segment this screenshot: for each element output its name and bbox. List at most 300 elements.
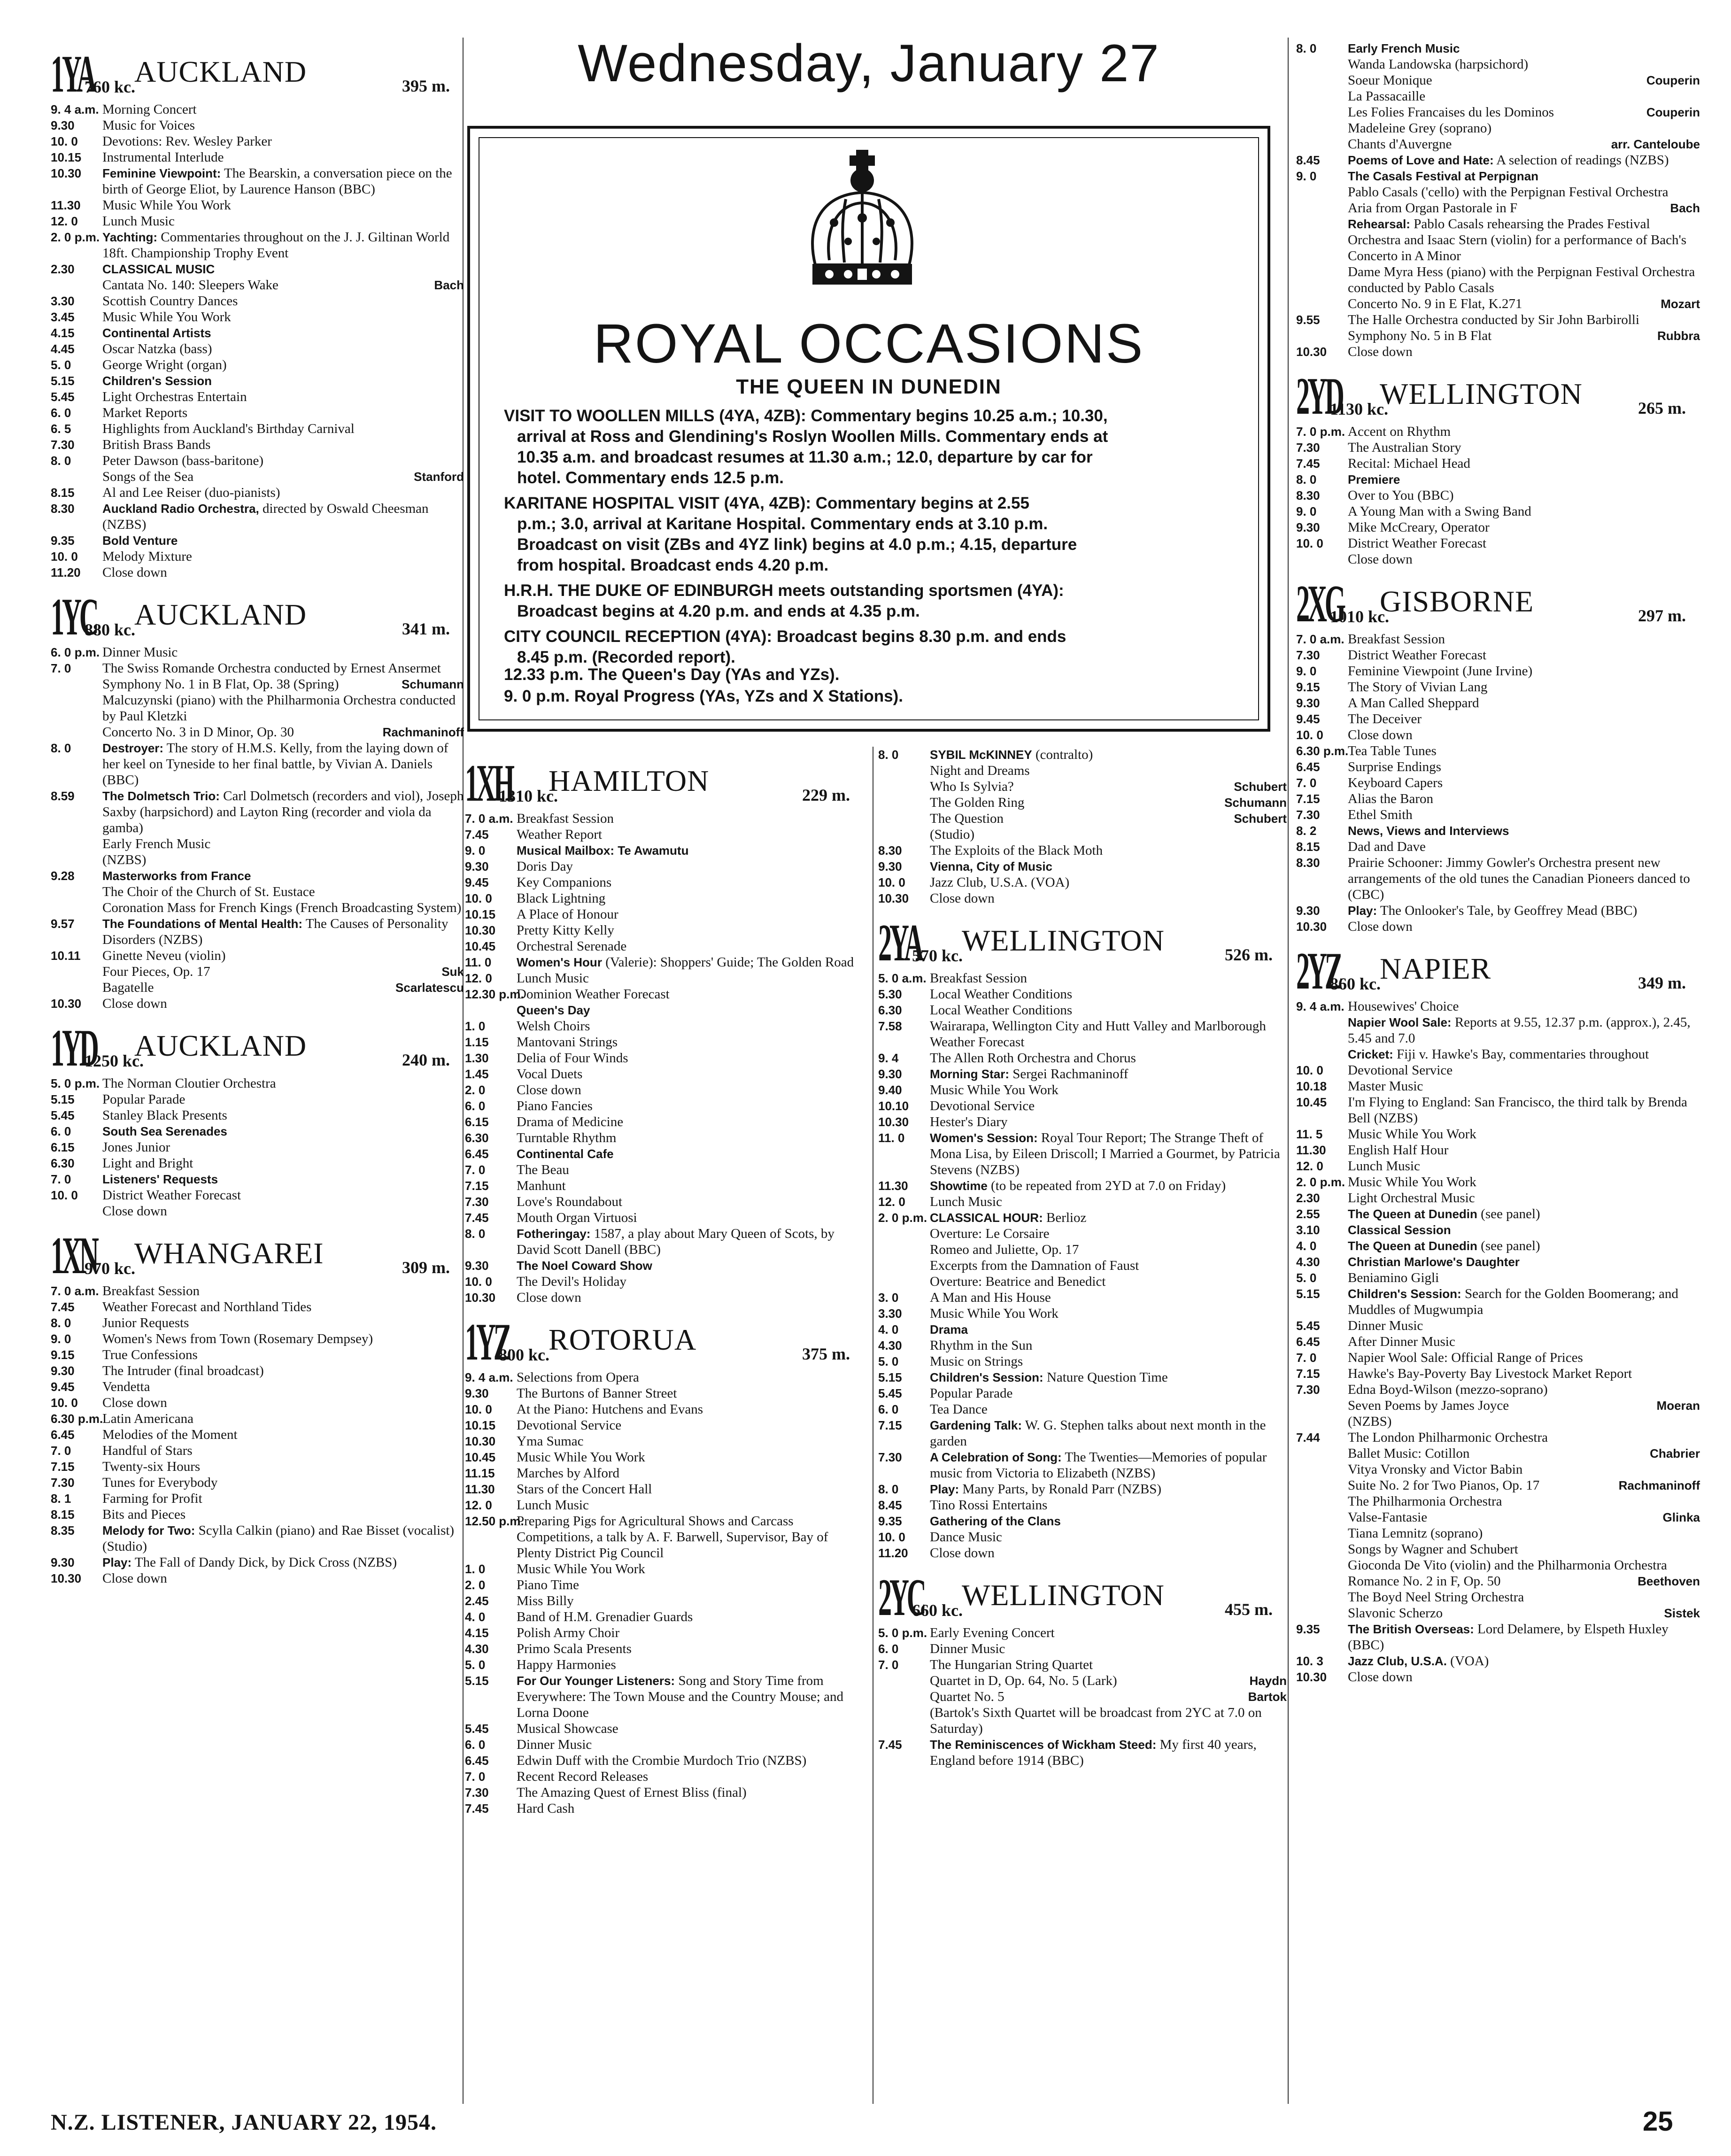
listing-row <box>1296 1366 1700 1382</box>
listing-programme: Dinner Music <box>102 645 178 660</box>
listing-row <box>465 1290 864 1306</box>
listing-row <box>878 1481 1287 1497</box>
listing-detail: Overture: Le Corsaire <box>930 1226 1050 1241</box>
listing-programme: Local Weather Conditions <box>930 987 1073 1002</box>
listing-heading: Poems of Love and Hate: <box>1348 153 1494 167</box>
listing-time: 9.45 <box>1296 712 1320 726</box>
listing-row <box>465 1609 864 1625</box>
listing-programme: Lunch Music <box>930 1194 1002 1209</box>
station-header <box>51 45 464 103</box>
listing-row <box>51 724 464 740</box>
listing-row <box>51 485 464 501</box>
listing-row <box>465 858 864 874</box>
listing-detail: (Bartok's Sixth Quartet will be broadcast from 2YC at 7.0 on Saturday) <box>930 1705 1262 1736</box>
listing-programme: Junior Requests <box>102 1315 189 1330</box>
listing-detail: Madeleine Grey (soprano) <box>1348 121 1491 136</box>
listing-programme: Fiji v. Hawke's Bay, commentaries throughout <box>1393 1047 1649 1062</box>
listing-row <box>51 1299 464 1315</box>
listing-programme: Dad and Dave <box>1348 839 1426 854</box>
listing-row <box>465 1274 864 1290</box>
listing-row <box>1296 855 1700 903</box>
listing-detail: Gioconda De Vito (violin) and the Philharmonia Orchestra <box>1348 1558 1667 1573</box>
listing-programme: A selection of readings (NZBS) <box>1493 153 1669 168</box>
listing-programme: Handful of Stars <box>102 1443 193 1458</box>
listing-row <box>465 1385 864 1401</box>
listing-time: 4.15 <box>465 1626 489 1640</box>
station-callsign: 1YA <box>51 45 94 103</box>
listing-programme: Housewives' Choice <box>1348 999 1459 1014</box>
listing-time: 6.30 <box>878 1003 902 1017</box>
listing-time: 2.30 <box>51 262 75 276</box>
listing-time: 6.30 p.m. <box>51 1412 103 1426</box>
panel-entry-line: 10.35 a.m. and broadcast resumes at 11.30 a.m.; 12.0, departure by car for <box>517 448 1093 466</box>
listing-heading: Fotheringay: <box>517 1227 591 1241</box>
listing-time: 9.15 <box>1296 680 1320 694</box>
listing-row <box>1296 1078 1700 1094</box>
listing-programme: Close down <box>1348 919 1413 934</box>
listing-detail: Quartet No. 5 <box>930 1689 1005 1704</box>
listing-row <box>465 874 864 890</box>
listing-row <box>1296 424 1700 440</box>
listing-programme: Popular Parade <box>930 1386 1013 1401</box>
listing-detail: Concerto No. 9 in E Flat, K.271 <box>1348 296 1522 311</box>
crown-icon <box>801 147 923 293</box>
listing-heading: For Our Younger Listeners: <box>517 1674 675 1688</box>
listing-heading: Premiere <box>1348 472 1400 487</box>
listing-time: 10.45 <box>465 1450 496 1464</box>
listing-row <box>878 1050 1287 1066</box>
listing-row <box>465 1417 864 1433</box>
listing-time: 8.15 <box>1296 840 1320 854</box>
listing-heading: Listeners' Requests <box>102 1172 218 1186</box>
listing-time: 11.30 <box>878 1179 908 1193</box>
listing-time: 10. 0 <box>1296 536 1323 550</box>
listing-time: 10.15 <box>465 1418 496 1432</box>
listing-row <box>878 1353 1287 1369</box>
listing-row <box>878 1689 1287 1705</box>
listing-detail: Ballet Music: Cotillon <box>1348 1446 1470 1461</box>
listing-row <box>465 1801 864 1816</box>
station-city: WELLINGTON <box>962 924 1165 957</box>
station-header <box>465 1313 864 1371</box>
listing-row <box>465 1577 864 1593</box>
listing-time: 9. 0 <box>465 843 486 858</box>
listing-programme: Peter Dawson (bass-baritone) <box>102 453 264 468</box>
listing-programme: Music While You Work <box>517 1450 645 1465</box>
listing-programme: Instrumental Interlude <box>102 150 224 165</box>
listing-time: 5.45 <box>465 1722 489 1736</box>
listing-row <box>1296 839 1700 855</box>
listing-detail: Excerpts from the Damnation of Faust <box>930 1258 1139 1273</box>
listing-programme: Close down <box>930 891 995 906</box>
listing-programme: Breakfast Session <box>102 1283 200 1298</box>
listing-row <box>1296 440 1700 456</box>
listing-row <box>51 1315 464 1331</box>
listing-time: 2. 0 p.m. <box>1296 1175 1345 1189</box>
listing-programme: English Half Hour <box>1348 1143 1449 1158</box>
listing-programme: Close down <box>102 1571 167 1586</box>
listing-heading: CLASSICAL HOUR: <box>930 1211 1043 1225</box>
listing-programme: Carl Dolmetsch (recorders and viol), Joseph Saxby (harpsichord) and Layton Ring (recorder and viola da gamba) <box>102 788 464 835</box>
listing-heading: Children's Session <box>102 374 212 388</box>
listing-heading: Women's Session: <box>930 1131 1038 1145</box>
listing-row <box>878 1018 1287 1050</box>
listing-row <box>878 1369 1287 1385</box>
panel-entry-line: VISIT TO WOOLLEN MILLS (4YA, 4ZB): Commentary begins 10.25 a.m.; 10.30, <box>504 407 1108 425</box>
listing-time: 10. 0 <box>51 549 78 564</box>
listing-row <box>1296 807 1700 823</box>
station-frequency: 1310 kc. <box>499 787 558 805</box>
listing-row <box>1296 200 1700 216</box>
listing-time: 8. 0 <box>1296 41 1317 55</box>
listing-detail: Who Is Sylvia? <box>930 779 1014 794</box>
listing-time: 9. 4 a.m. <box>51 102 99 116</box>
listing-row <box>1296 487 1700 503</box>
listing-row <box>51 1395 464 1411</box>
listing-programme: Stanley Black Presents <box>102 1108 227 1123</box>
listing-row <box>51 453 464 469</box>
listing-time: 11.30 <box>465 1482 495 1496</box>
listing-row <box>1296 663 1700 679</box>
listing-time: 8.45 <box>878 1498 902 1512</box>
listing-row <box>51 389 464 405</box>
listing-programme: The London Philharmonic Orchestra <box>1348 1430 1548 1445</box>
listing-programme: Lunch Music <box>517 971 589 986</box>
station-frequency: 880 kc. <box>85 620 135 639</box>
listing-composer: Sistek <box>1664 1606 1700 1620</box>
listing-row <box>1296 1126 1700 1142</box>
listing-programme: True Confessions <box>102 1347 198 1362</box>
listing-programme: The Beau <box>517 1162 569 1177</box>
panel-title: ROYAL OCCASIONS <box>593 313 1144 375</box>
listing-time: 7.30 <box>1296 648 1320 662</box>
listing-heading: Women's Hour <box>517 955 602 969</box>
listing-row <box>51 964 464 980</box>
listing-heading: The Queen at Dunedin <box>1348 1239 1477 1253</box>
listing-programme: Nature Question Time <box>1043 1370 1168 1385</box>
listing-programme: Drama of Medicine <box>517 1114 624 1129</box>
listing-programme: Marches by Alford <box>517 1466 620 1481</box>
listing-heading: The Noel Coward Show <box>517 1259 652 1273</box>
listing-row <box>1296 503 1700 519</box>
listing-row <box>878 827 1287 842</box>
listing-time: 3.10 <box>1296 1223 1320 1237</box>
listing-row <box>465 1513 864 1561</box>
listing-heading: South Sea Serenades <box>102 1124 227 1138</box>
panel-entry-line: CITY COUNCIL RECEPTION (4YA): Broadcast begins 8.30 p.m. and ends <box>504 627 1066 646</box>
listing-row <box>465 1226 864 1258</box>
listing-programme: The story of H.M.S. Kelly, from the laying down of her keel on Tyneside to her final battle, by Vivian A. Daniels (BBC) <box>102 741 448 788</box>
listing-time: 12. 0 <box>1296 1159 1323 1173</box>
listing-row <box>51 229 464 261</box>
listing-row <box>1296 647 1700 663</box>
listing-programme: Commentaries throughout on the J. J. Giltinan World 18ft. Championship Trophy Event <box>102 230 450 261</box>
listing-row <box>1296 535 1700 551</box>
station-city: HAMILTON <box>549 764 710 797</box>
station-header <box>51 1019 464 1077</box>
listing-row <box>465 1194 864 1210</box>
listing-heading: The British Overseas: <box>1348 1622 1474 1636</box>
listing-composer: Rubbra <box>1657 329 1700 343</box>
listing-programme: After Dinner Music <box>1348 1334 1455 1349</box>
listing-programme: Welsh Choirs <box>517 1019 590 1034</box>
listing-composer: Couperin <box>1646 73 1700 87</box>
listing-row <box>1296 88 1700 104</box>
listing-heading: Play: <box>930 1482 959 1496</box>
listing-time: 7.30 <box>1296 440 1320 455</box>
listing-time: 8.59 <box>51 789 75 803</box>
listing-time: 5.15 <box>51 1092 75 1106</box>
listing-time: 4.30 <box>1296 1255 1320 1269</box>
listing-programme: Dinner Music <box>930 1641 1005 1656</box>
listing-row <box>465 1433 864 1449</box>
listing-time: 3.45 <box>51 310 75 324</box>
listing-row <box>878 890 1287 906</box>
listing-time: 11. 5 <box>1296 1127 1323 1141</box>
listing-row <box>51 277 464 293</box>
listing-time: 9.30 <box>51 1555 75 1569</box>
listing-heading: Queen's Day <box>517 1003 590 1017</box>
listing-time: 7. 0 <box>51 1172 71 1186</box>
listing-time: 7.30 <box>1296 808 1320 822</box>
panel-entry <box>504 406 1239 488</box>
listing-row <box>1296 775 1700 791</box>
listing-time: 7. 0 <box>465 1770 486 1784</box>
listing-programme: The Devil's Holiday <box>517 1274 626 1289</box>
listing-row <box>878 1625 1287 1641</box>
listing-heading: Early French Music <box>1348 41 1460 55</box>
listing-programme: Tunes for Everybody <box>102 1475 218 1490</box>
listing-time: 6. 0 <box>51 1124 71 1138</box>
listing-programme: Vocal Duets <box>517 1066 583 1082</box>
listing-heading: Children's Session: <box>930 1370 1043 1384</box>
listing-row <box>51 149 464 165</box>
listing-row <box>51 1427 464 1443</box>
listing-time: 9.28 <box>51 869 75 883</box>
listing-programme: Dinner Music <box>1348 1318 1423 1333</box>
listing-programme: Stars of the Concert Hall <box>517 1482 652 1497</box>
panel-entry-line: KARITANE HOSPITAL VISIT (4YA, 4ZB): Commentary begins at 2.55 <box>504 494 1029 512</box>
listing-detail: Cantata No. 140: Sleepers Wake <box>102 278 278 293</box>
listing-row <box>51 373 464 389</box>
listing-time: 3.30 <box>878 1306 902 1321</box>
listing-row <box>51 1171 464 1187</box>
listing-detail: Malcuzynski (piano) with the Philharmonia Orchestra conducted by Paul Kletzki <box>102 693 456 724</box>
listing-row <box>1296 1222 1700 1238</box>
listing-time: 6. 5 <box>51 422 71 436</box>
listing-row <box>878 970 1287 986</box>
listing-row <box>1296 216 1700 264</box>
listing-row <box>465 954 864 970</box>
listing-row <box>1296 679 1700 695</box>
listing-heading: Play: <box>102 1555 132 1569</box>
listing-programme: Weather Forecast and Northland Tides <box>102 1299 312 1314</box>
listing-time: 10. 0 <box>878 875 905 889</box>
listing-row <box>51 261 464 277</box>
listing-time: 2. 0 <box>465 1083 486 1097</box>
listing-time: 11.20 <box>51 565 81 580</box>
listing-programme: Hard Cash <box>517 1801 575 1816</box>
listing-time: 5. 0 <box>1296 1271 1317 1285</box>
listing-row <box>51 1123 464 1139</box>
listing-programme: A Man and His House <box>930 1290 1051 1305</box>
listing-programme: A Man Called Sheppard <box>1348 695 1479 711</box>
station-city: WELLINGTON <box>962 1578 1165 1612</box>
listing-row <box>1296 998 1700 1014</box>
listing-row <box>1296 1414 1700 1430</box>
listing-row <box>51 1331 464 1347</box>
station-city: WHANGAREI <box>134 1236 324 1270</box>
listing-programme: My first 40 years, England before 1914 (BBC) <box>930 1737 1257 1768</box>
listing-time: 7. 0 a.m. <box>51 1284 99 1298</box>
listing-programme: Primo Scala Presents <box>517 1641 632 1656</box>
listing-row <box>878 1449 1287 1481</box>
listing-programme: Manhunt <box>517 1178 566 1193</box>
station-callsign: 1YZ <box>465 1313 510 1371</box>
listing-detail: Chants d'Auvergne <box>1348 137 1452 152</box>
listing-programme: Jones Junior <box>102 1140 170 1155</box>
listing-row <box>878 1178 1287 1194</box>
listing-programme: The Burtons of Banner Street <box>517 1386 677 1401</box>
listing-time: 8.35 <box>51 1523 75 1538</box>
listing-time: 9.45 <box>465 875 489 889</box>
listing-programme: Dance Music <box>930 1530 1002 1545</box>
listing-programme: Scylla Calkin (piano) and Rae Bisset (vocalist) (Studio) <box>102 1523 455 1554</box>
listing-row <box>51 1443 464 1459</box>
listing-row <box>878 1130 1287 1178</box>
listing-programme: The Amazing Quest of Ernest Bliss (final) <box>517 1785 747 1800</box>
panel-subtitle: THE QUEEN IN DUNEDIN <box>736 375 1002 398</box>
listing-programme: The Hungarian String Quartet <box>930 1657 1093 1672</box>
listing-row <box>1296 1014 1700 1046</box>
station-callsign: 2XG <box>1296 575 1344 633</box>
listing-programme: W. G. Stephen talks about next month in the garden <box>930 1418 1266 1449</box>
station-frequency: 800 kc. <box>499 1345 549 1364</box>
listing-detail: Quartet in D, Op. 64, No. 5 (Lark) <box>930 1673 1117 1688</box>
listing-row <box>51 197 464 213</box>
listing-time: 8.30 <box>878 843 902 858</box>
listing-programme: The Halle Orchestra conducted by Sir John Barbirolli <box>1348 312 1639 327</box>
listing-programme: District Weather Forecast <box>102 1188 241 1203</box>
station-header <box>51 588 464 646</box>
listing-row <box>51 1155 464 1171</box>
panel-entry <box>504 626 1239 668</box>
listing-programme: Piano Time <box>517 1577 579 1592</box>
listing-programme: Breakfast Session <box>1348 632 1445 647</box>
listing-row <box>465 1018 864 1034</box>
listing-heading: Christian Marlowe's Daughter <box>1348 1255 1520 1269</box>
listing-row <box>51 469 464 485</box>
listing-row <box>51 101 464 117</box>
listing-row <box>465 1002 864 1018</box>
listing-row <box>51 868 464 884</box>
listing-composer: Bartok <box>1248 1690 1287 1704</box>
listing-programme: Selections from Opera <box>517 1370 639 1385</box>
listing-row <box>1296 1318 1700 1334</box>
listing-programme: Lunch Music <box>517 1498 589 1513</box>
station-callsign: 2YC <box>878 1569 924 1627</box>
listing-row <box>1296 743 1700 759</box>
listing-heading: Bold Venture <box>102 533 178 548</box>
listing-row <box>51 1379 464 1395</box>
listing-programme: Breakfast Session <box>930 971 1027 986</box>
listing-detail: Les Folies Francaises du les Dominos <box>1348 105 1554 120</box>
listing-row <box>1296 1094 1700 1126</box>
listing-row <box>1296 1382 1700 1398</box>
station-wavelength: 341 m. <box>402 619 450 638</box>
listing-time: 9. 4 a.m. <box>465 1370 513 1384</box>
listing-row <box>51 916 464 948</box>
listing-time: 7. 0 <box>465 1163 486 1177</box>
listing-row <box>51 980 464 996</box>
listing-time: 10.10 <box>878 1099 909 1113</box>
listing-row <box>1296 903 1700 919</box>
listing-time: 10.30 <box>1296 920 1327 934</box>
listing-time: 11.30 <box>51 198 81 212</box>
listing-row <box>465 1641 864 1657</box>
listing-time: 2. 0 p.m. <box>878 1211 927 1225</box>
station-wavelength: 349 m. <box>1638 974 1686 992</box>
listing-time: 7.30 <box>465 1195 489 1209</box>
listing-programme: Music While You Work <box>102 198 231 213</box>
listing-row <box>878 795 1287 811</box>
listing-time: 9. 0 <box>1296 504 1317 518</box>
listing-row <box>465 1449 864 1465</box>
listing-detail: Early French Music <box>102 836 211 851</box>
listing-programme: Rhythm in the Sun <box>930 1338 1033 1353</box>
listing-row <box>1296 1493 1700 1509</box>
listing-row <box>51 1107 464 1123</box>
listing-time: 9.15 <box>51 1348 75 1362</box>
listing-row <box>51 501 464 517</box>
listing-row <box>1296 1445 1700 1461</box>
listing-programme: British Brass Bands <box>102 437 211 452</box>
listing-time: 10. 0 <box>51 1188 78 1202</box>
listing-programme: I'm Flying to England: San Francisco, the third talk by Brenda Bell (NZBS) <box>1348 1095 1687 1126</box>
listing-composer: Stanford <box>414 470 464 484</box>
listing-time: 4. 0 <box>1296 1239 1317 1253</box>
listing-row <box>51 293 464 309</box>
listing-programme: Surprise Endings <box>1348 759 1441 774</box>
listing-row <box>465 1753 864 1769</box>
listing-programme: The Norman Cloutier Orchestra <box>102 1076 276 1091</box>
listing-time: 9.55 <box>1296 313 1320 327</box>
listing-detail: Symphony No. 5 in B Flat <box>1348 328 1492 343</box>
listing-programme: Mike McCreary, Operator <box>1348 520 1490 535</box>
station-frequency: 1130 kc. <box>1330 400 1389 418</box>
station-city: NAPIER <box>1380 952 1491 985</box>
listing-detail: Bagatelle <box>102 980 154 995</box>
listing-programme: Music While You Work <box>102 309 231 325</box>
listing-time: 12. 0 <box>465 1498 492 1512</box>
listing-detail: Night and Dreams <box>930 763 1030 778</box>
listing-time: 7. 0 <box>1296 1351 1317 1365</box>
listing-row <box>878 842 1287 858</box>
listing-row <box>1296 1238 1700 1254</box>
listing-programme: The Story of Vivian Lang <box>1348 680 1488 695</box>
listing-detail: The Choir of the Church of St. Eustace <box>102 884 315 899</box>
listing-programme: Alias the Baron <box>1348 791 1434 806</box>
listing-time: 7. 0 a.m. <box>465 811 513 826</box>
listing-composer: Bach <box>434 278 464 292</box>
royal-occasions-panel <box>467 126 1270 732</box>
listing-row <box>465 1034 864 1050</box>
listing-row <box>1296 1509 1700 1525</box>
listing-row <box>51 564 464 580</box>
listing-row <box>1296 471 1700 487</box>
listing-row <box>1296 519 1700 535</box>
listing-row <box>878 1529 1287 1545</box>
